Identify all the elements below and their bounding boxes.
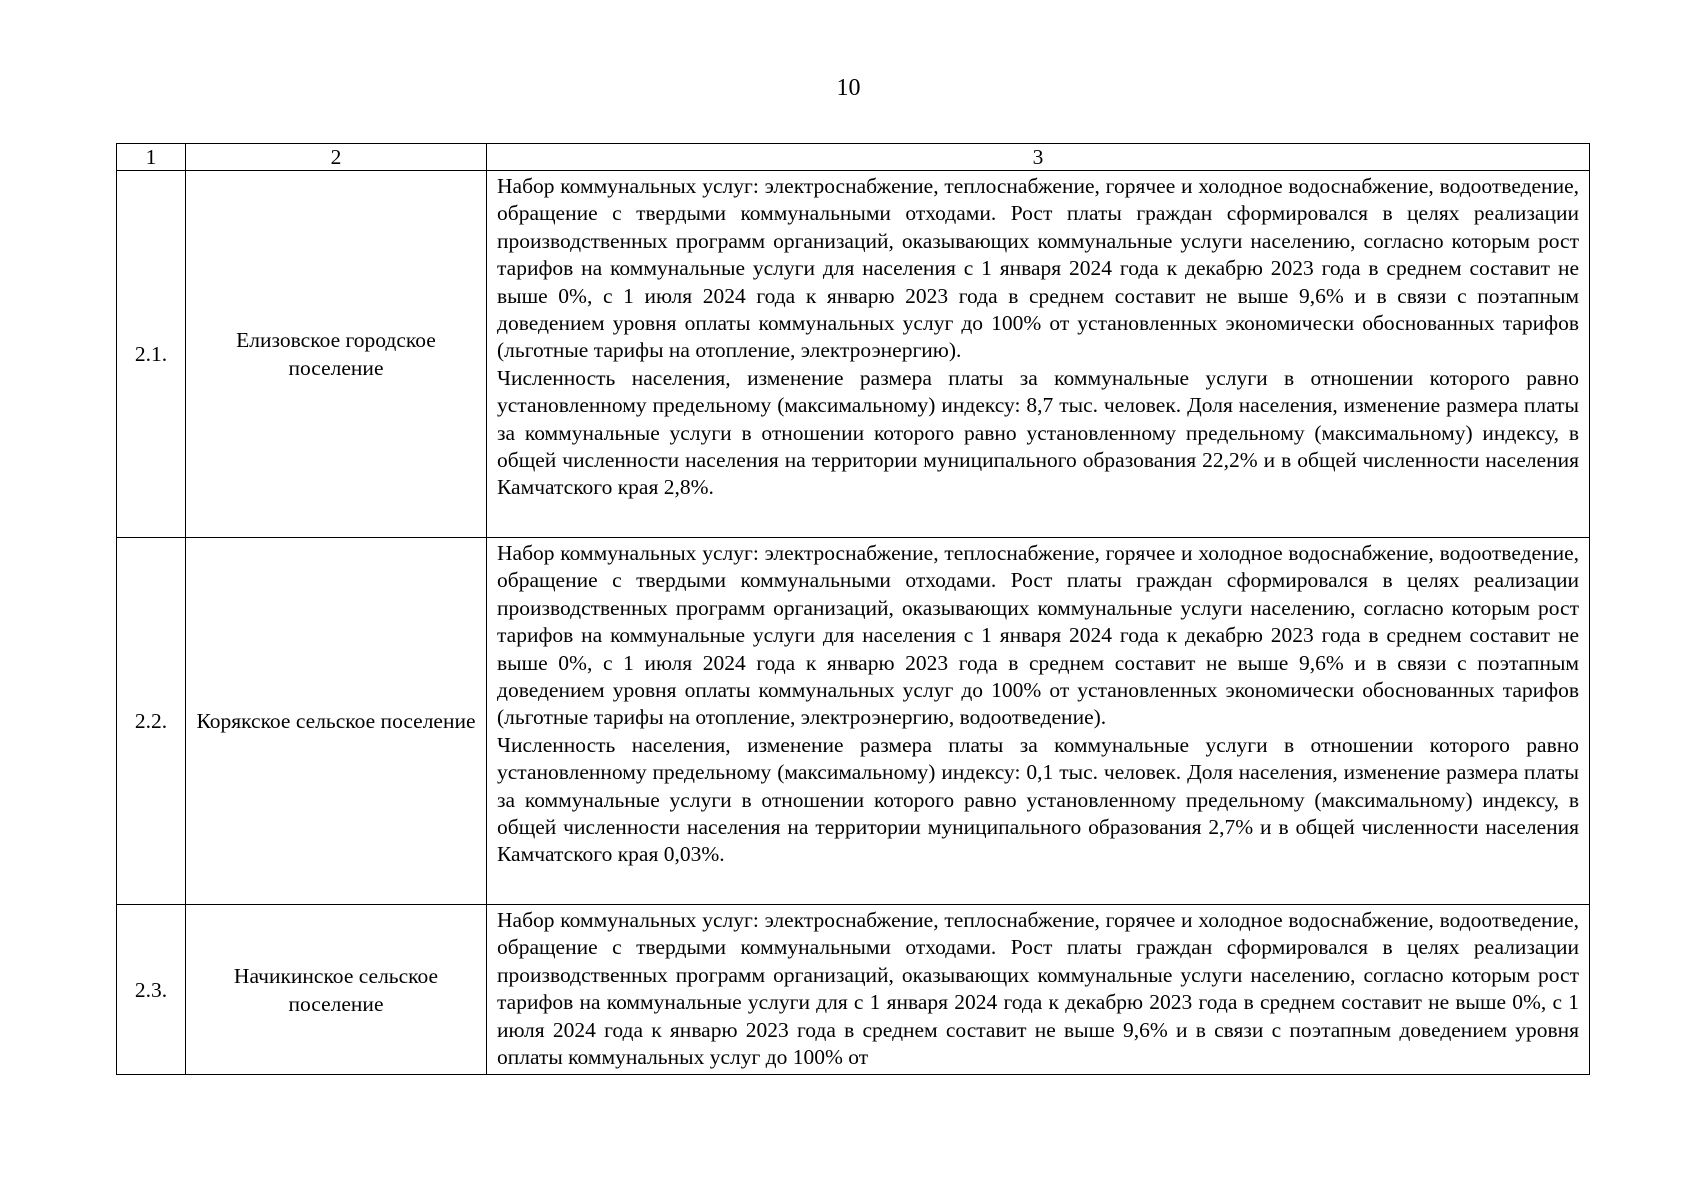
- tariff-table: [116, 143, 1590, 1075]
- services-paragraph: Набор коммунальных услуг: электроснабжение, теплоснабжение, горячее и холодное водоснабжение, водоотведение, обращение с твердыми коммунальными отходами. Рост платы граждан сформировался в целях реализации производственных программ организаций, оказывающих коммунальные услуги населению, согласно которым рост тарифов на коммунальные услуги для населения с 1 января 2024 года к декабрю 2023 года в среднем составит не выше 0%, с 1 июля 2024 года к январю 2023 года в среднем составит не выше 9,6% и в связи с поэтапным доведением уровня оплаты коммунальных услуг до 100% от установленных экономически обоснованных тарифов (льготные тарифы на отопление, электроэнергию).: [497, 174, 1579, 363]
- table-row: [117, 171, 1590, 538]
- services-paragraph: Набор коммунальных услуг: электроснабжение, теплоснабжение, горячее и холодное водоснабжение, водоотведение, обращение с твердыми коммунальными отходами. Рост платы граждан сформировался в целях реализации производственных программ организаций, оказывающих коммунальные услуги населению, согласно которым рост тарифов на коммунальные услуги для населения с 1 января 2024 года к декабрю 2023 года в среднем составит не выше 0%, с 1 июля 2024 года к январю 2023 года в среднем составит не выше 9,6% и в связи с поэтапным доведением уровня оплаты коммунальных услуг до 100% от установленных экономически обоснованных тарифов (льготные тарифы на отопление, электроэнергию, водоотведение).: [497, 541, 1579, 730]
- description-cell: [487, 538, 1590, 905]
- description-cell: [487, 171, 1590, 538]
- settlement-name: Елизовское городское поселение: [186, 171, 487, 538]
- row-number: 2.3.: [117, 905, 186, 1075]
- table-header-row: [117, 144, 1590, 171]
- row-number: 2.2.: [117, 538, 186, 905]
- header-col-1: 1: [117, 144, 186, 171]
- table-row: [117, 905, 1590, 1075]
- row-number: 2.1.: [117, 171, 186, 538]
- table-row: [117, 538, 1590, 905]
- settlement-name: Начикинское сельское поселение: [186, 905, 487, 1075]
- population-paragraph: Численность населения, изменение размера платы за коммунальные услуги в отношении которого равно установленному предельному (максимальному) индексу: 8,7 тыс. человек. Доля населения, изменение размера платы за коммунальные услуги в отношении которого равно установленному предельному (максимальному) индексу, в общей численности населения на территории муниципального образования 22,2% и в общей численности населения Камчатского края 2,8%.: [497, 365, 1579, 500]
- header-col-3: 3: [487, 144, 1590, 171]
- page-number: 10: [836, 75, 861, 101]
- settlement-name: Корякское сельское поселение: [186, 538, 487, 905]
- services-paragraph: Набор коммунальных услуг: электроснабжение, теплоснабжение, горячее и холодное водоснабжение, водоотведение, обращение с твердыми коммунальными отходами. Рост платы граждан сформировался в целях реализации производственных программ организаций, оказывающих коммунальные услуги населению, согласно которым рост тарифов на коммунальные услуги для с 1 января 2024 года к декабрю 2023 года в среднем составит не выше 0%, с 1 июля 2024 года к январю 2023 года в среднем составит не выше 9,6% и в связи с поэтапным доведением уровня оплаты коммунальных услуг до 100% от: [497, 908, 1579, 1070]
- description-cell: [487, 905, 1590, 1075]
- population-paragraph: Численность населения, изменение размера платы за коммунальные услуги в отношении которого равно установленному предельному (максимальному) индексу: 0,1 тыс. человек. Доля населения, изменение размера платы за коммунальные услуги в отношении которого равно установленному предельному (максимальному) индексу, в общей численности населения на территории муниципального образования 2,7% и в общей численности населения Камчатского края 0,03%.: [497, 732, 1579, 867]
- header-col-2: 2: [186, 144, 487, 171]
